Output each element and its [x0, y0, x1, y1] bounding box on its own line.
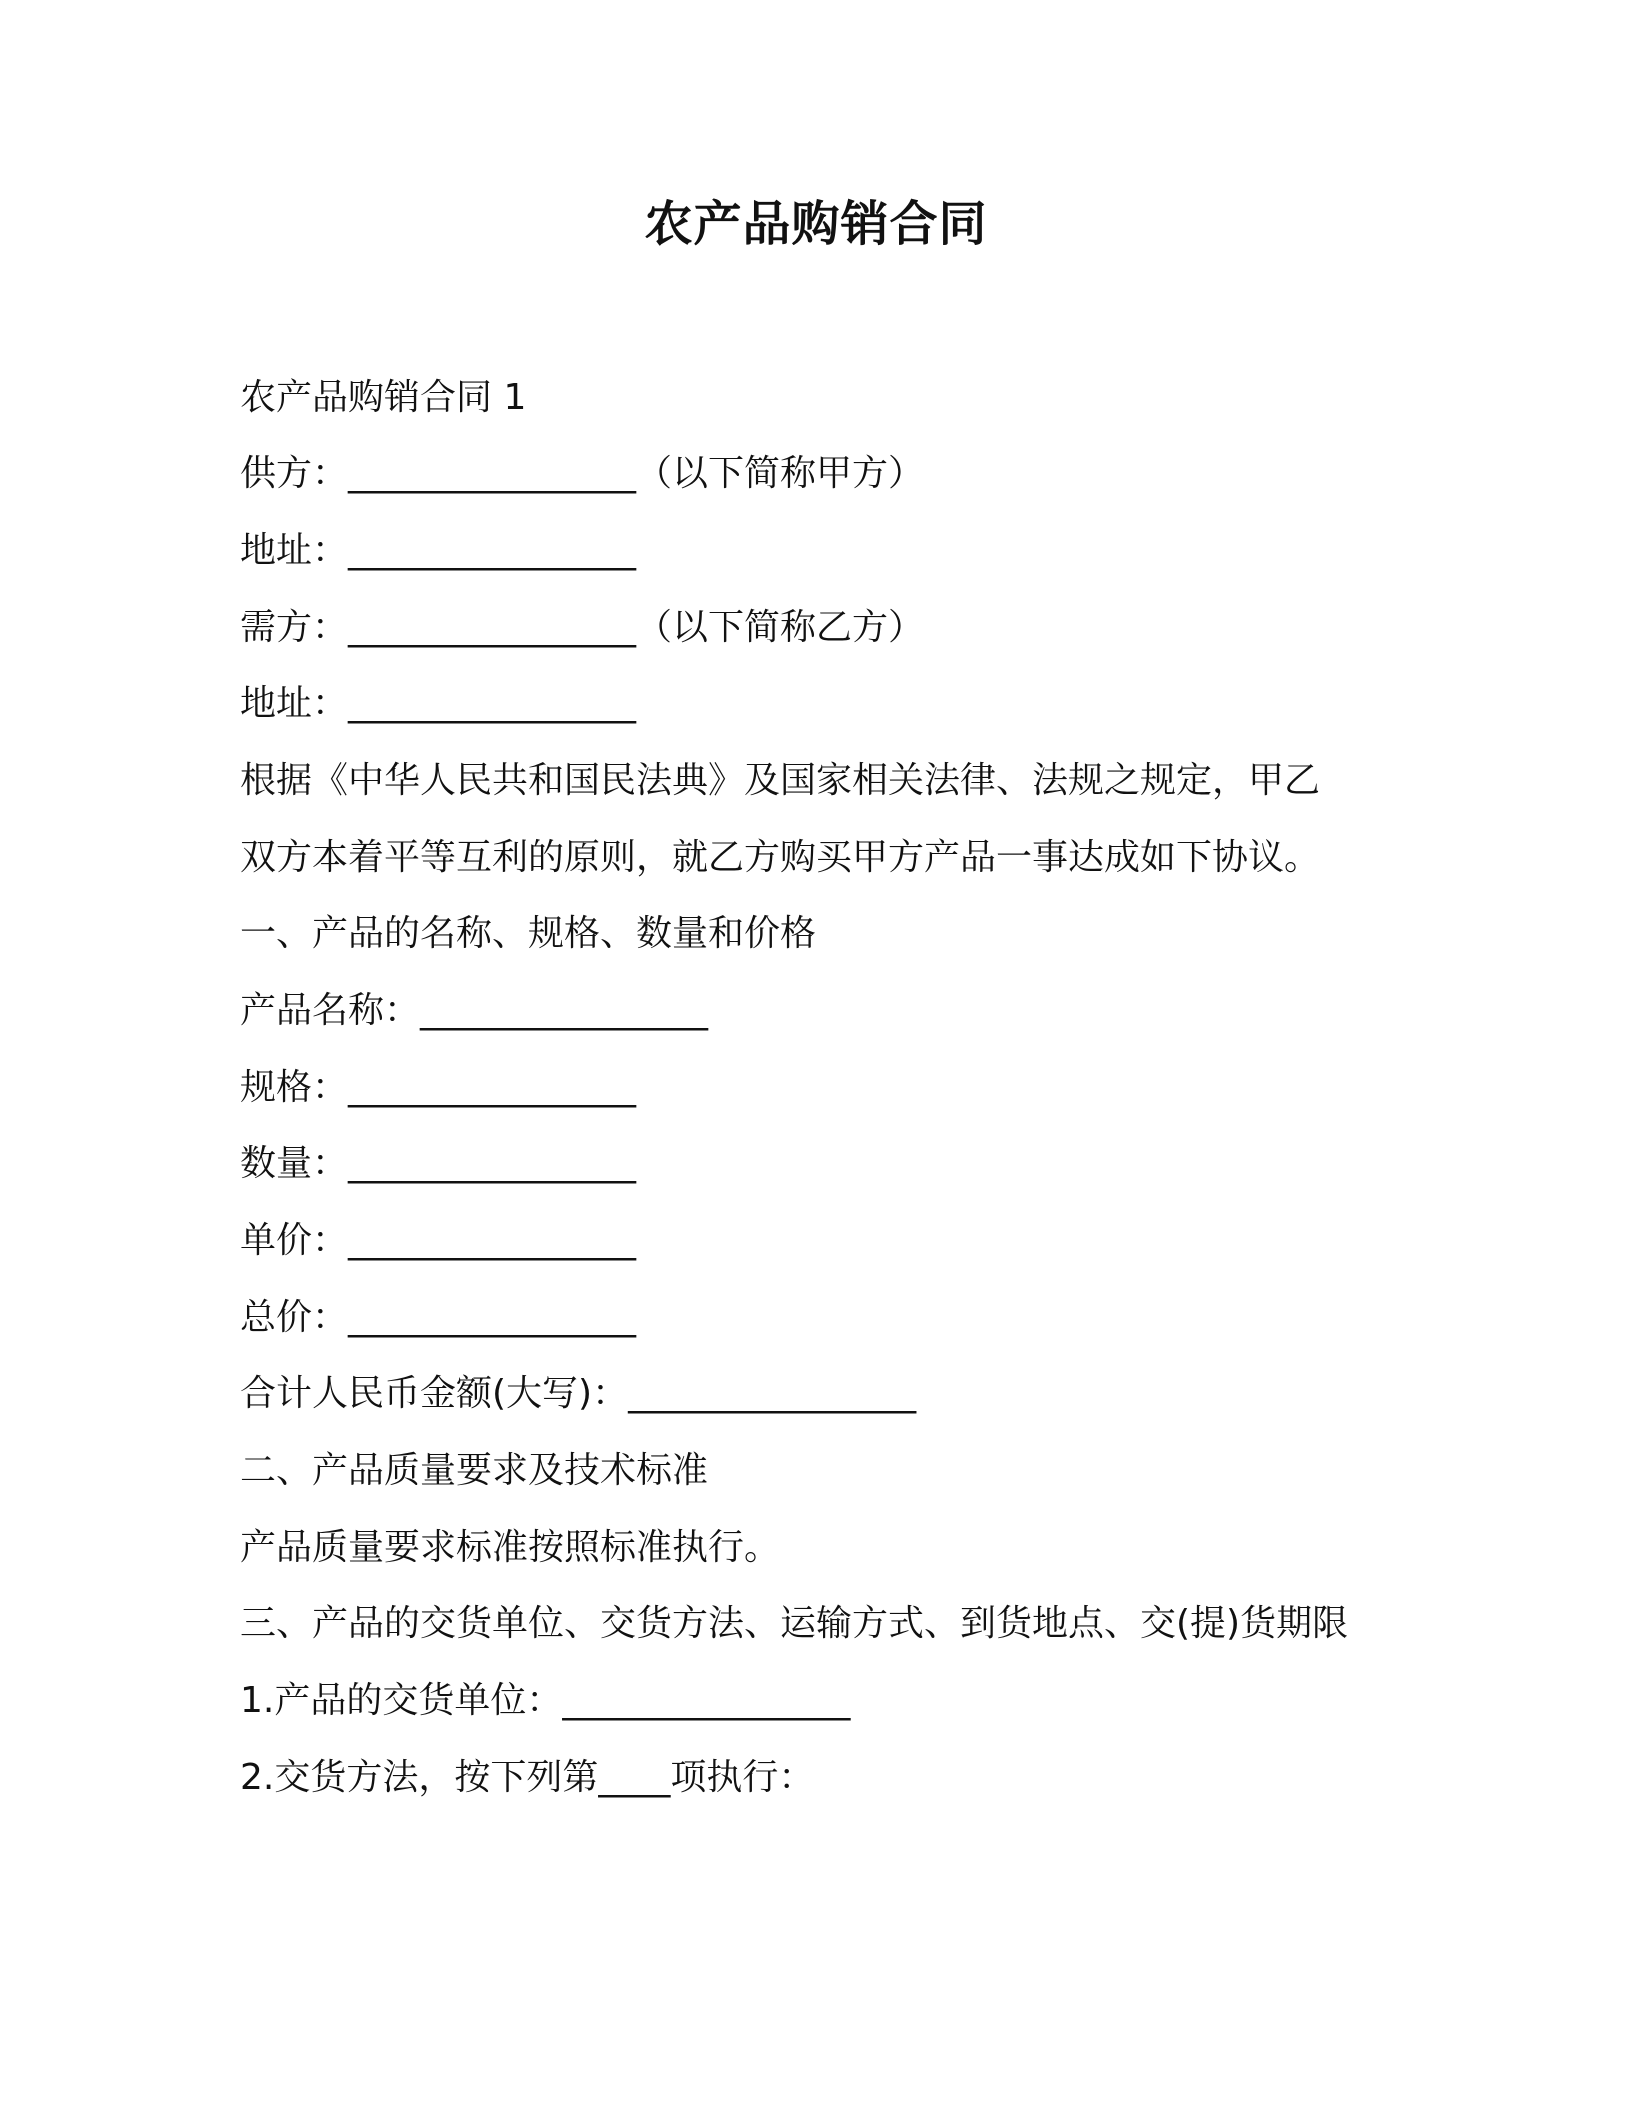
delivery-unit-line: 1.产品的交货单位：________________	[240, 1680, 851, 1721]
document-title: 农产品购销合同	[644, 196, 988, 252]
total-price-line: 总价：________________	[240, 1297, 637, 1338]
preamble-line-1: 根据《中华人民共和国民法典》及国家相关法律、法规之规定，甲乙	[240, 760, 1321, 801]
delivery-method-line: 2.交货方法，按下列第____项执行：	[240, 1757, 815, 1798]
buyer-address-line: 地址：________________	[240, 683, 637, 724]
unit-price-line: 单价：________________	[240, 1220, 637, 1261]
buyer-line: 需方：________________（以下简称乙方）	[240, 607, 925, 648]
section-heading-3: 三、产品的交货单位、交货方法、运输方式、到货地点、交(提)货期限	[240, 1603, 1349, 1644]
contract-subtitle: 农产品购销合同 1	[240, 377, 527, 418]
product-name-line: 产品名称：________________	[240, 990, 709, 1031]
supplier-address-line: 地址：________________	[240, 530, 637, 571]
total-amount-line: 合计人民币金额(大写)：________________	[240, 1373, 917, 1414]
supplier-line: 供方：________________（以下简称甲方）	[240, 453, 925, 494]
quality-standard-line: 产品质量要求标准按照标准执行。	[240, 1527, 781, 1568]
section-heading-1: 一、产品的名称、规格、数量和价格	[240, 913, 817, 954]
specification-line: 规格：________________	[240, 1067, 637, 1108]
section-heading-2: 二、产品质量要求及技术标准	[240, 1450, 709, 1491]
quantity-line: 数量：________________	[240, 1143, 637, 1184]
preamble-line-2: 双方本着平等互利的原则，就乙方购买甲方产品一事达成如下协议。	[240, 837, 1321, 878]
